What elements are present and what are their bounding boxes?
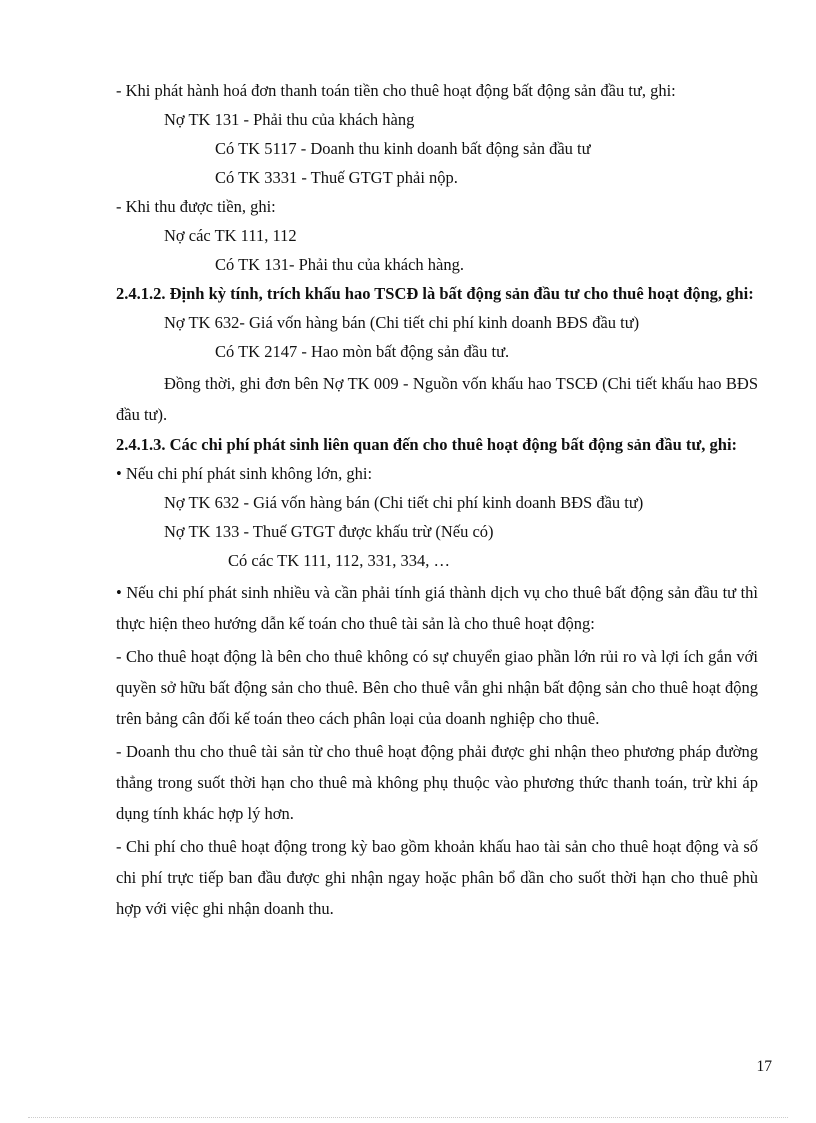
paragraph: - Chi phí cho thuê hoạt động trong kỳ bao gồm khoản khấu hao tài sản cho thuê hoạt động và số chi phí trực tiếp ban đầu được ghi nhận ngay hoặc phân bổ dần cho suốt thời hạn cho thuê phù hợp với việc ghi nhận doanh thu. <box>116 837 758 918</box>
credit-line: Có các TK 111, 112, 331, 334, … <box>228 551 450 570</box>
entry-line: - Khi phát hành hoá đơn thanh toán tiền cho thuê hoạt động bất động sản đầu tư, ghi: <box>116 81 676 100</box>
credit-line: Có TK 3331 - Thuế GTGT phải nộp. <box>215 168 458 187</box>
paragraph: - Cho thuê hoạt động là bên cho thuê không có sự chuyển giao phần lớn rủi ro và lợi ích gắn với quyền sở hữu bất động sản cho thuê. Bên cho thuê vẫn ghi nhận bất động sản cho thuê hoạt động trên bảng cân đối kế toán theo cách phân loại của doanh nghiệp cho thuê. <box>116 647 758 728</box>
debit-line: Nợ các TK 111, 112 <box>164 226 297 245</box>
debit-line: Nợ TK 632 - Giá vốn hàng bán (Chi tiết chi phí kinh doanh BĐS đầu tư) <box>164 493 644 512</box>
page-number: 17 <box>756 1058 772 1075</box>
credit-line: Có TK 5117 - Doanh thu kinh doanh bất động sản đầu tư <box>215 139 591 158</box>
paragraph: Đồng thời, ghi đơn bên Nợ TK 009 - Nguồn vốn khấu hao TSCĐ (Chi tiết khấu hao BĐS đầu tư). <box>116 374 758 424</box>
debit-line: Nợ TK 133 - Thuế GTGT được khấu trừ (Nếu có) <box>164 522 494 541</box>
paragraph: • Nếu chi phí phát sinh nhiều và cần phải tính giá thành dịch vụ cho thuê bất động sản đầu tư thì thực hiện theo hướng dẫn kế toán cho thuê tài sản là cho thuê hoạt động: <box>116 583 758 633</box>
entry-line: - Khi thu được tiền, ghi: <box>116 197 276 216</box>
document-body <box>116 76 758 924</box>
section-heading: 2.4.1.2. Định kỳ tính, trích khấu hao TSCĐ là bất động sản đầu tư cho thuê hoạt động, ghi: <box>116 284 754 303</box>
section-heading: 2.4.1.3. Các chi phí phát sinh liên quan đến cho thuê hoạt động bất động sản đầu tư, ghi: <box>116 435 738 454</box>
footer-divider <box>28 1117 788 1118</box>
credit-line: Có TK 2147 - Hao mòn bất động sản đầu tư. <box>215 342 510 361</box>
paragraph: - Doanh thu cho thuê tài sản từ cho thuê hoạt động phải được ghi nhận theo phương pháp đường thẳng trong suốt thời hạn cho thuê mà không phụ thuộc vào phương thức thanh toán, trừ khi áp dụng tính khác hợp lý hơn. <box>116 742 758 823</box>
debit-line: Nợ TK 131 - Phải thu của khách hàng <box>164 110 415 129</box>
credit-line: Có TK 131- Phải thu của khách hàng. <box>215 255 464 274</box>
bullet-line: • Nếu chi phí phát sinh không lớn, ghi: <box>116 464 373 483</box>
debit-line: Nợ TK 632- Giá vốn hàng bán (Chi tiết chi phí kinh doanh BĐS đầu tư) <box>164 313 640 332</box>
